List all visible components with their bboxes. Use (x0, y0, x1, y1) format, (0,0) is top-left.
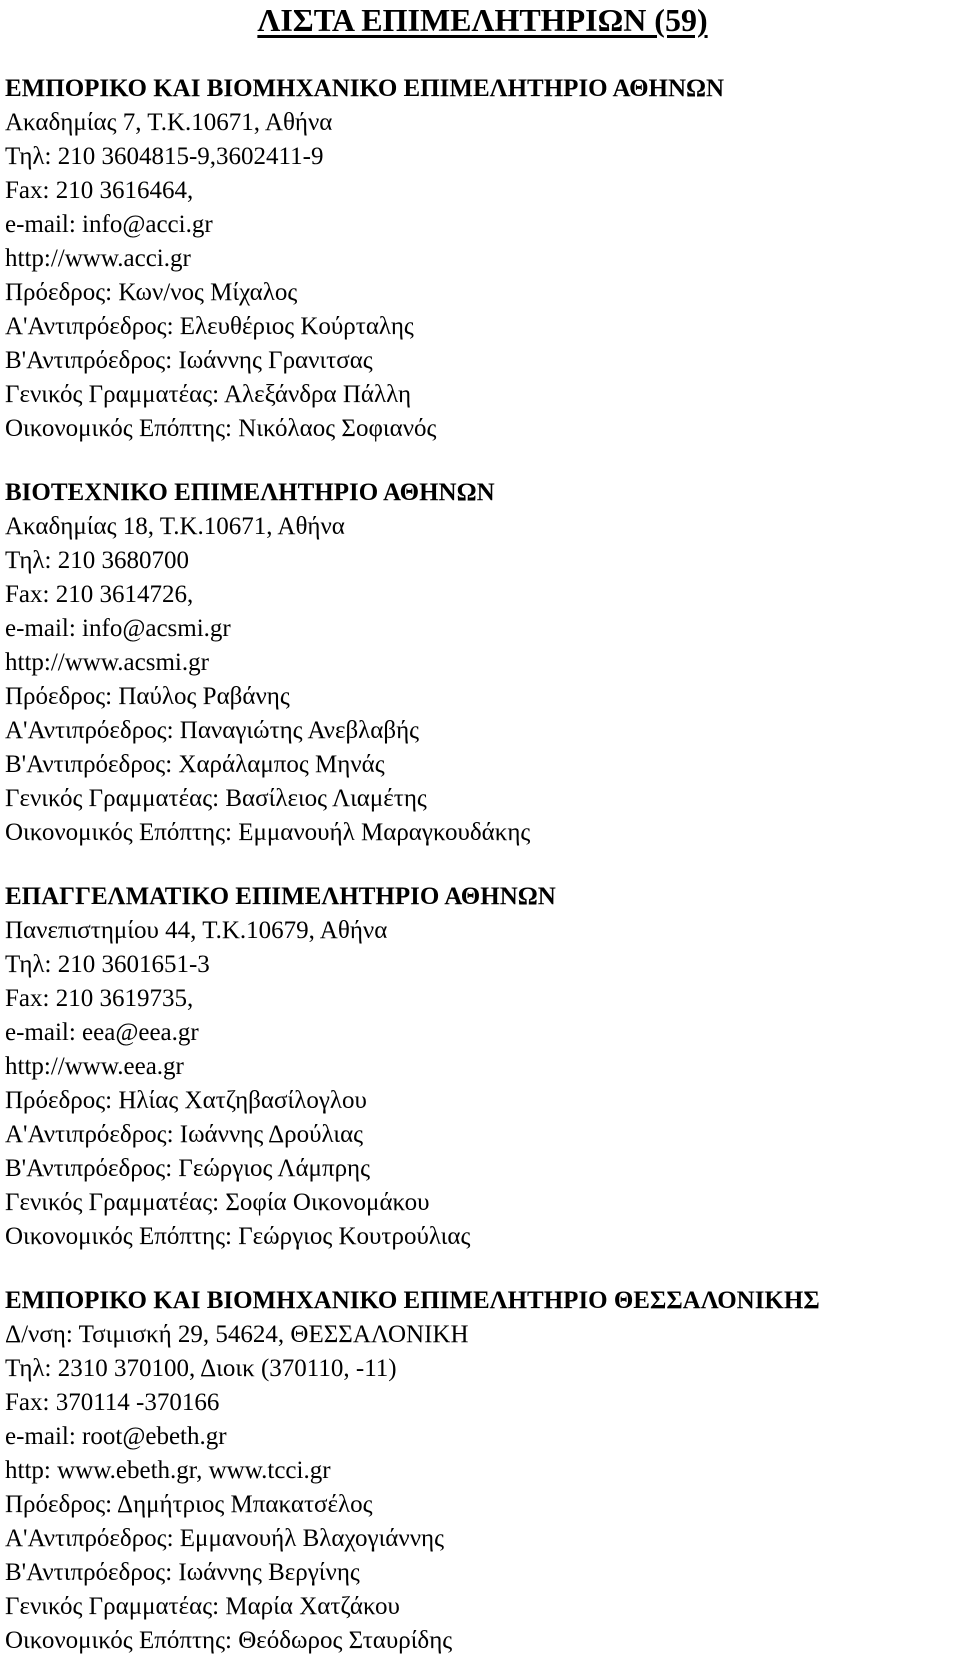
chamber-address: Πανεπιστημίου 44, Τ.Κ.10679, Αθήνα (5, 917, 388, 944)
chamber-financial-supervisor: Οικονομικός Επόπτης: Νικόλαος Σοφιανός (5, 415, 437, 442)
chamber-secretary-general: Γενικός Γραμματέας: Σοφία Οικονομάκου (5, 1189, 430, 1216)
chamber-second-vice-president: Β'Αντιπρόεδρος: Χαράλαμπος Μηνάς (5, 751, 385, 778)
chamber-phone: Τηλ: 210 3680700 (5, 547, 189, 574)
chamber-financial-supervisor: Οικονομικός Επόπτης: Εμμανουήλ Μαραγκουδάκης (5, 819, 531, 846)
chamber-fax: Fax: 210 3614726, (5, 581, 194, 608)
chamber-name: ΕΜΠΟΡΙΚΟ ΚΑΙ ΒΙΟΜΗΧΑΝΙΚΟ ΕΠΙΜΕΛΗΤΗΡΙΟ ΘΕΣΣΑΛΟΝΙΚΗΣ (5, 1287, 820, 1314)
chamber-entry (5, 880, 960, 1254)
page-title: ΛΙΣΤΑ ΕΠΙΜΕΛΗΤΗΡΙΩΝ (59) (257, 2, 708, 38)
chamber-secretary-general: Γενικός Γραμματέας: Μαρία Χατζάκου (5, 1593, 400, 1620)
chamber-entry (5, 1284, 960, 1658)
document-page (5, 0, 960, 1654)
chamber-first-vice-president: Α'Αντιπρόεδρος: Ελευθέριος Κούρταλης (5, 313, 414, 340)
chamber-second-vice-president: Β'Αντιπρόεδρος: Ιωάννης Γρανιτσας (5, 347, 373, 374)
chamber-president: Πρόεδρος: Κων/νος Μίχαλος (5, 279, 298, 306)
chamber-phone: Τηλ: 210 3604815-9,3602411-9 (5, 143, 324, 170)
chamber-address: Δ/νση: Τσιμισκή 29, 54624, ΘΕΣΣΑΛΟΝΙΚΗ (5, 1321, 469, 1348)
chamber-phone: Τηλ: 2310 370100, Διοικ (370110, -11) (5, 1355, 397, 1382)
chamber-name: ΒΙΟΤΕΧΝΙΚΟ ΕΠΙΜΕΛΗΤΗΡΙΟ ΑΘΗΝΩΝ (5, 479, 495, 506)
chamber-email: e-mail: root@ebeth.gr (5, 1423, 227, 1450)
chamber-first-vice-president: Α'Αντιπρόεδρος: Ιωάννης Δρούλιας (5, 1121, 364, 1148)
chamber-website: http://www.acsmi.gr (5, 649, 209, 676)
chamber-entry (5, 72, 960, 446)
chamber-second-vice-president: Β'Αντιπρόεδρος: Γεώργιος Λάμπρης (5, 1155, 371, 1182)
chamber-first-vice-president: Α'Αντιπρόεδρος: Εμμανουήλ Βλαχογιάννης (5, 1525, 444, 1552)
chamber-email: e-mail: info@acci.gr (5, 211, 213, 238)
chamber-first-vice-president: Α'Αντιπρόεδρος: Παναγιώτης Ανεβλαβής (5, 717, 420, 744)
chamber-website: http://www.eea.gr (5, 1053, 184, 1080)
chamber-website: http://www.acci.gr (5, 245, 191, 272)
chamber-website: http: www.ebeth.gr, www.tcci.gr (5, 1457, 331, 1484)
chamber-president: Πρόεδρος: Παύλος Ραβάνης (5, 683, 290, 710)
chamber-president: Πρόεδρος: Δημήτριος Μπακατσέλος (5, 1491, 373, 1518)
chamber-financial-supervisor: Οικονομικός Επόπτης: Γεώργιος Κουτρούλιας (5, 1223, 471, 1250)
chamber-address: Ακαδημίας 7, Τ.Κ.10671, Αθήνα (5, 109, 333, 136)
chamber-financial-supervisor: Οικονομικός Επόπτης: Θεόδωρος Σταυρίδης (5, 1627, 453, 1654)
chamber-email: e-mail: info@acsmi.gr (5, 615, 231, 642)
chamber-president: Πρόεδρος: Ηλίας Χατζηβασίλογλου (5, 1087, 367, 1114)
chamber-name: ΕΜΠΟΡΙΚΟ ΚΑΙ ΒΙΟΜΗΧΑΝΙΚΟ ΕΠΙΜΕΛΗΤΗΡΙΟ ΑΘΗΝΩΝ (5, 75, 725, 102)
chamber-fax: Fax: 210 3619735, (5, 985, 194, 1012)
chamber-address: Ακαδημίας 18, Τ.Κ.10671, Αθήνα (5, 513, 345, 540)
chamber-email: e-mail: eea@eea.gr (5, 1019, 199, 1046)
chamber-entry (5, 476, 960, 850)
chamber-phone: Τηλ: 210 3601651-3 (5, 951, 210, 978)
chamber-fax: Fax: 210 3616464, (5, 177, 194, 204)
chamber-secretary-general: Γενικός Γραμματέας: Αλεξάνδρα Πάλλη (5, 381, 412, 408)
chamber-fax: Fax: 370114 -370166 (5, 1389, 220, 1416)
chamber-name: ΕΠΑΓΓΕΛΜΑΤΙΚΟ ΕΠΙΜΕΛΗΤΗΡΙΟ ΑΘΗΝΩΝ (5, 883, 556, 910)
chamber-second-vice-president: Β'Αντιπρόεδρος: Ιωάννης Βεργίνης (5, 1559, 360, 1586)
chamber-secretary-general: Γενικός Γραμματέας: Βασίλειος Λιαμέτης (5, 785, 427, 812)
